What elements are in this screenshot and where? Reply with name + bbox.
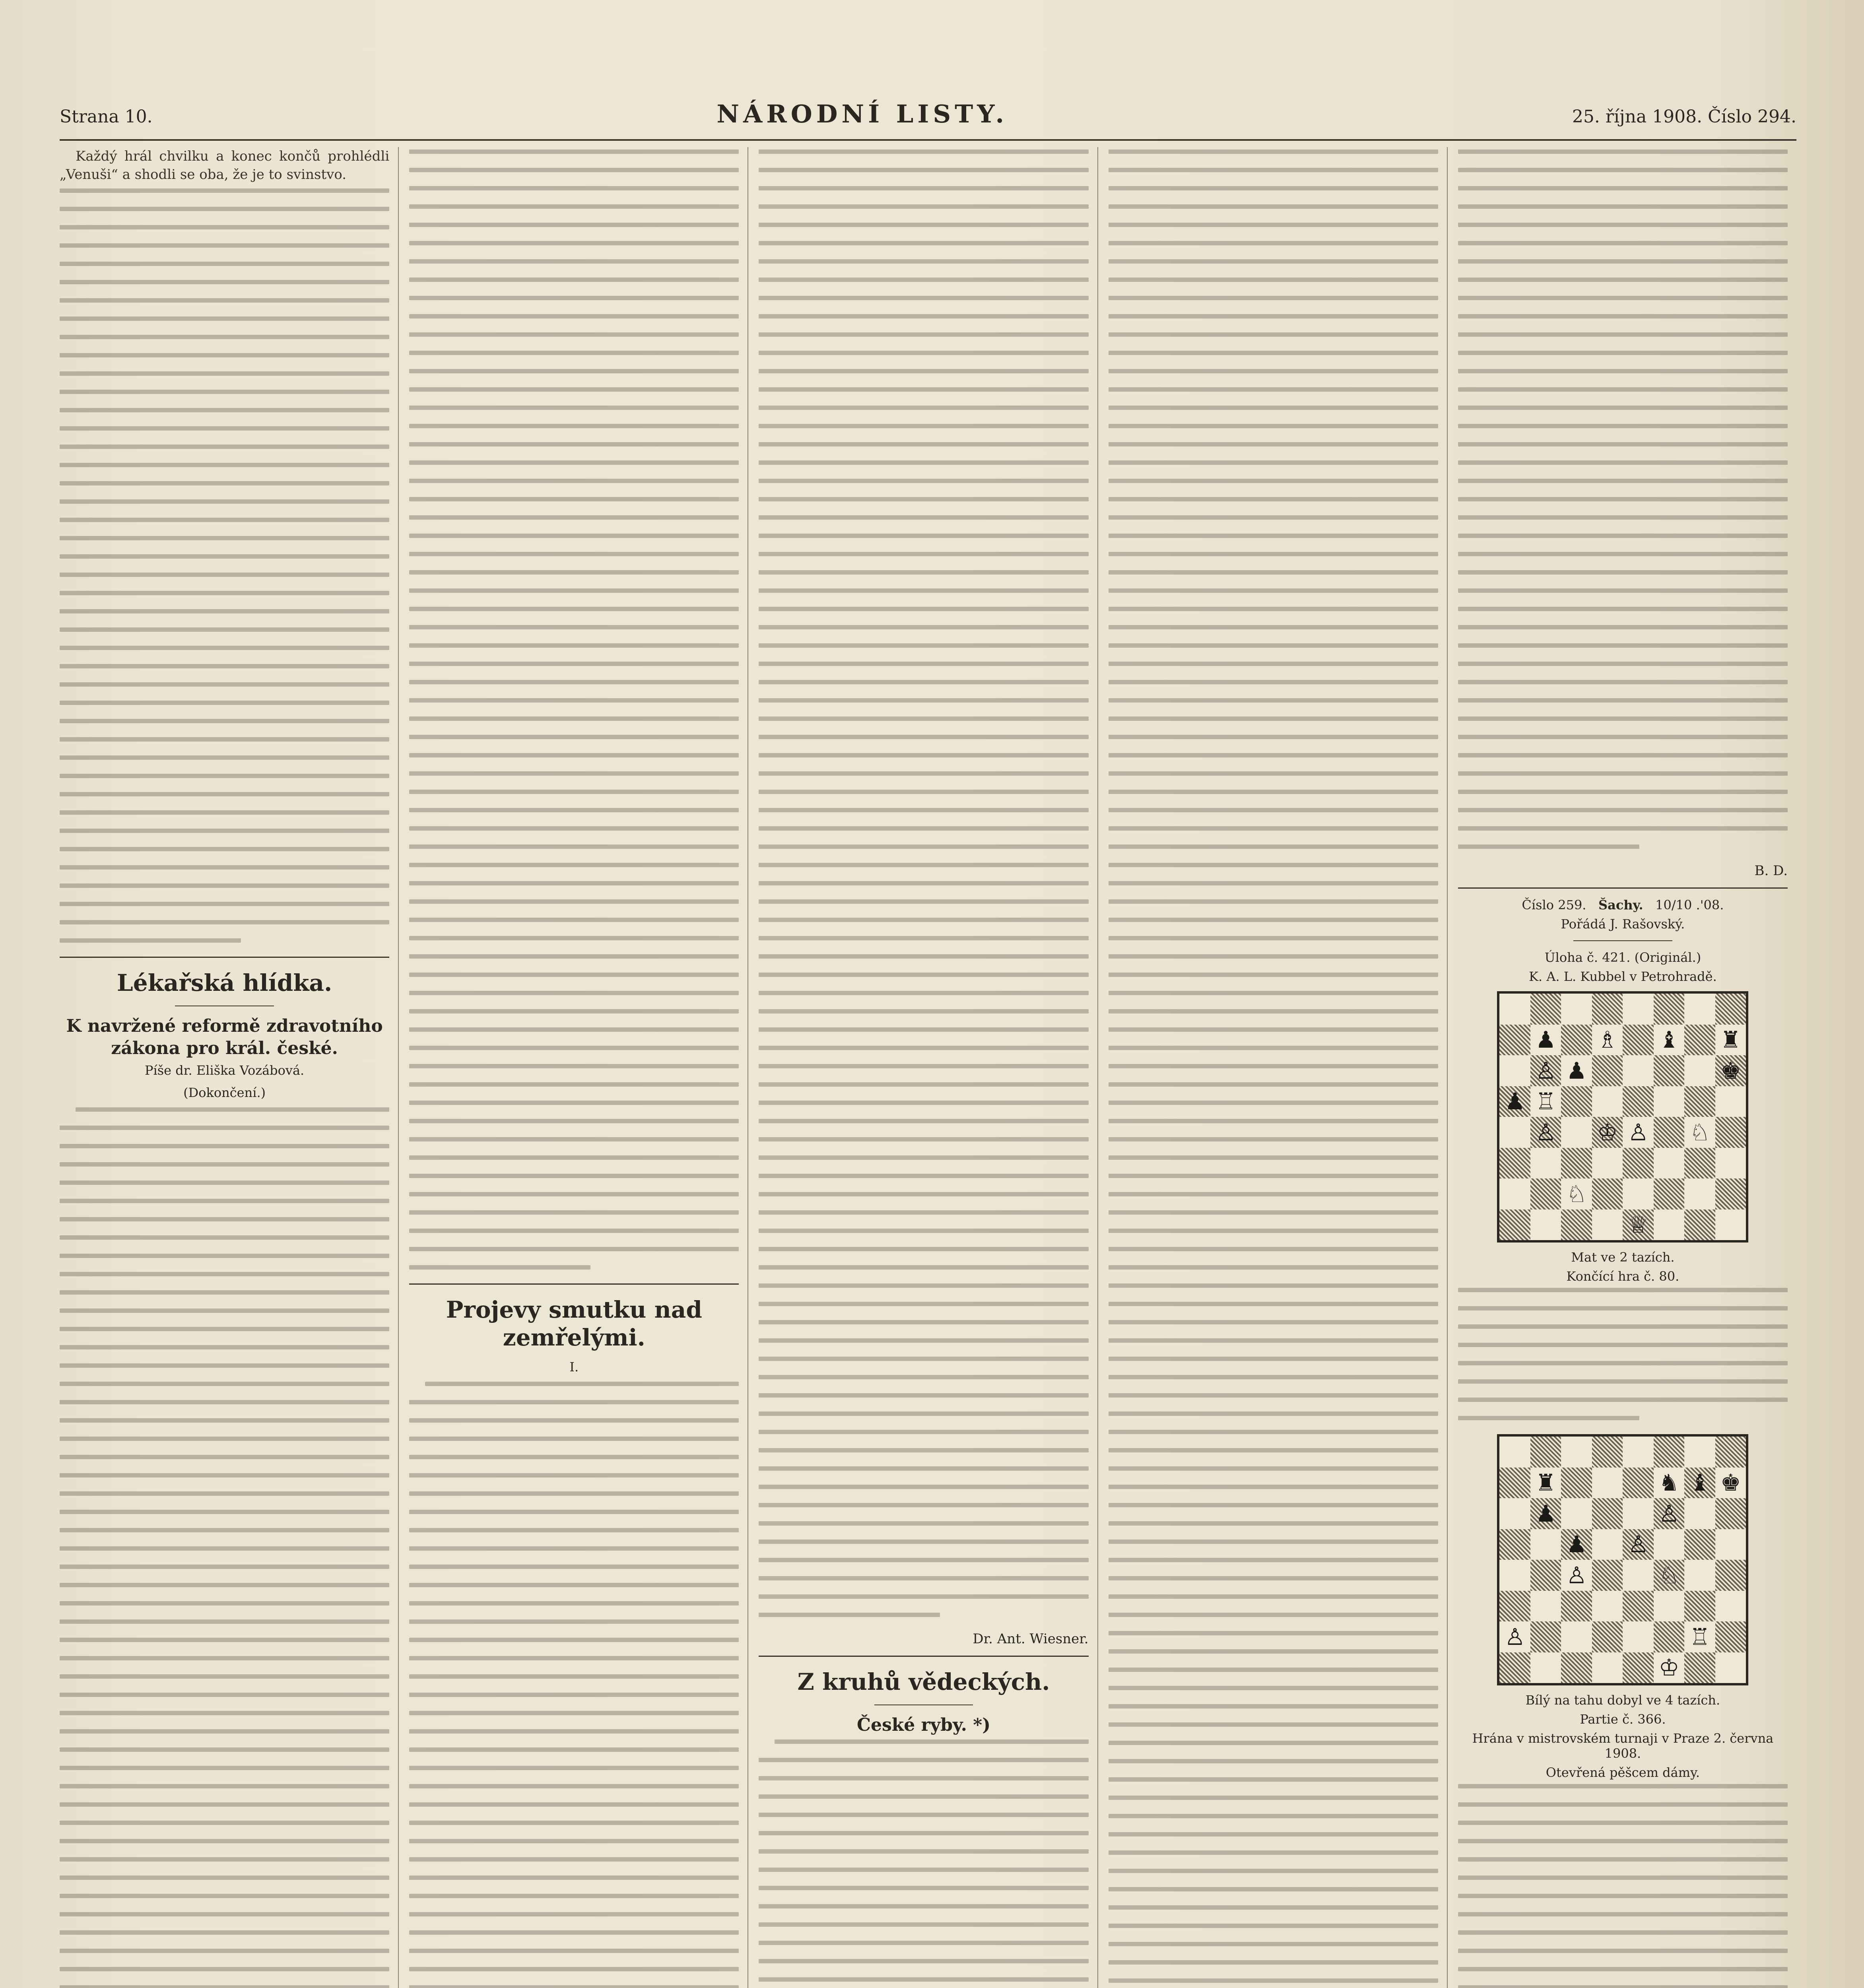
chess-square	[1592, 1468, 1623, 1499]
chess-square	[1561, 1148, 1592, 1179]
chess-square	[1561, 1086, 1592, 1117]
chess-piece: ♔	[1597, 1118, 1618, 1146]
chess-square	[1715, 1148, 1746, 1179]
column-2	[409, 147, 748, 1988]
article-signature-bd: B. D.	[1754, 863, 1788, 879]
chess-square	[1530, 1468, 1561, 1499]
chess-square	[1684, 1498, 1715, 1529]
chess-square	[1654, 1148, 1685, 1179]
chess-square	[1499, 1437, 1530, 1468]
chess-square	[1654, 1498, 1685, 1529]
chess-square	[1654, 1529, 1685, 1560]
chess-square	[1561, 1055, 1592, 1086]
chess-board-ending	[1497, 1434, 1748, 1685]
chess-square	[1623, 1498, 1654, 1529]
chess-square	[1654, 1560, 1685, 1591]
chess-square	[1561, 1468, 1592, 1499]
chess-square	[1654, 1468, 1685, 1499]
chess-square	[1715, 1652, 1746, 1683]
issue-date: 25. října 1908. Číslo 294.	[1572, 107, 1796, 127]
chess-piece: ♘	[1566, 1180, 1587, 1208]
chess-piece: ♝	[1689, 1469, 1711, 1497]
col5-game-text	[1458, 1288, 1788, 1420]
chess-piece: ♕	[1628, 1211, 1649, 1239]
article-title-fish: České ryby. *)	[856, 1715, 991, 1735]
chess-square	[1623, 1025, 1654, 1056]
chess-square	[1499, 1529, 1530, 1560]
chess-square	[1499, 1178, 1530, 1209]
chess-square	[1499, 1117, 1530, 1148]
section-rule	[1458, 887, 1788, 889]
chess-square	[1654, 1086, 1685, 1117]
chess-piece: ♝	[1658, 1026, 1680, 1054]
short-rule	[1573, 940, 1672, 941]
chess-square	[1623, 1529, 1654, 1560]
chess-square	[1715, 1117, 1746, 1148]
chess-piece: ♙	[1628, 1118, 1649, 1146]
article-signature: Dr. Ant. Wiesner.	[973, 1631, 1089, 1647]
chess-square	[1592, 1086, 1623, 1117]
chess-square	[1592, 1560, 1623, 1591]
chess-square	[1592, 1437, 1623, 1468]
chess-square	[1623, 994, 1654, 1025]
chess-square	[1499, 1055, 1530, 1086]
col1-intro: Každý hrál chvilku a konec končů prohlédli „Venuši“ a shodli se oba, že je to svinstvo.	[60, 148, 390, 182]
col1-text-block	[60, 188, 389, 943]
columns	[60, 147, 1796, 1988]
chess-piece: ♟	[1505, 1088, 1526, 1115]
chess-piece: ♟	[1566, 1057, 1587, 1084]
chess-piece: ♜	[1720, 1026, 1741, 1054]
col5-text-top	[1458, 149, 1788, 849]
chess-square	[1715, 1178, 1746, 1209]
chess-square	[1530, 1209, 1561, 1241]
chess-piece: ♟	[1566, 1531, 1587, 1558]
page-number: Strana 10.	[60, 107, 153, 127]
chess-piece: ♟	[1535, 1026, 1556, 1054]
chess-square	[1623, 1591, 1654, 1622]
chess-piece: ♙	[1535, 1118, 1556, 1146]
chess-square	[1623, 1560, 1654, 1591]
chess-square	[1530, 994, 1561, 1025]
chess-square	[1530, 1591, 1561, 1622]
chess-square	[1530, 1498, 1561, 1529]
chess-square	[1684, 994, 1715, 1025]
chess-piece: ♚	[1720, 1057, 1741, 1084]
chess-square	[1654, 1178, 1685, 1209]
section-heading-mourning: Projevy smutku nad zemřelými.	[446, 1296, 702, 1351]
chess-square	[1623, 1652, 1654, 1683]
chess-square	[1561, 1498, 1592, 1529]
chess-square	[1684, 1025, 1715, 1056]
chess-square	[1715, 1498, 1746, 1529]
chess-square	[1530, 1652, 1561, 1683]
chess-square	[1684, 1148, 1715, 1179]
col3-article-body	[759, 1740, 1088, 1988]
chess-square	[1684, 1437, 1715, 1468]
chess-square	[1715, 1468, 1746, 1499]
column-5	[1458, 147, 1796, 1988]
chess-square	[1684, 1621, 1715, 1652]
chess-square	[1530, 1560, 1561, 1591]
chess-square	[1684, 1652, 1715, 1683]
chess-square	[1499, 1148, 1530, 1179]
chess-square	[1715, 994, 1746, 1025]
section-rule	[409, 1283, 739, 1285]
chess-piece: ♔	[1658, 1654, 1680, 1681]
chess-piece: ♙	[1505, 1623, 1526, 1650]
chess-square	[1592, 1529, 1623, 1560]
chess-square	[1530, 1055, 1561, 1086]
chess-square	[1654, 1117, 1685, 1148]
chess-piece: ♙	[1535, 1057, 1556, 1084]
chess-square	[1530, 1178, 1561, 1209]
chess-square	[1561, 1209, 1592, 1241]
section-heading-science: Z kruhů vědeckých.	[797, 1668, 1050, 1695]
chess-square	[1530, 1117, 1561, 1148]
chess-editor: Pořádá J. Rašovský.	[1561, 916, 1685, 932]
chess-square	[1592, 1055, 1623, 1086]
chess-square	[1715, 1437, 1746, 1468]
chess-square	[1561, 1025, 1592, 1056]
col5-moves	[1458, 1784, 1788, 1988]
chess-piece: ♜	[1535, 1469, 1556, 1497]
col2-article-body	[409, 1382, 739, 1988]
chess-square	[1499, 1209, 1530, 1241]
chess-square	[1684, 1591, 1715, 1622]
chess-square	[1561, 1560, 1592, 1591]
partie-opening: Otevřená pěšcem dámy.	[1546, 1765, 1700, 1780]
chess-square	[1499, 1591, 1530, 1622]
chess-square	[1592, 1148, 1623, 1179]
chess-piece: ♙	[1566, 1561, 1587, 1589]
chess-square	[1623, 1209, 1654, 1241]
chess-square	[1684, 1468, 1715, 1499]
chess-square	[1592, 1209, 1623, 1241]
chess-square	[1684, 1117, 1715, 1148]
masthead	[60, 99, 1796, 141]
chess-square	[1530, 1148, 1561, 1179]
chess-square	[1530, 1621, 1561, 1652]
partie-label: Partie č. 366.	[1580, 1712, 1666, 1727]
chess-piece: ♖	[1689, 1623, 1711, 1650]
chess-square	[1654, 1621, 1685, 1652]
chess-square	[1499, 1468, 1530, 1499]
chess-square	[1561, 1437, 1592, 1468]
chess-square	[1623, 1055, 1654, 1086]
chess-board-problem	[1497, 991, 1748, 1242]
chess-square	[1715, 1055, 1746, 1086]
chess-square	[1499, 1621, 1530, 1652]
chess-square	[1561, 1117, 1592, 1148]
chess-square	[1530, 1437, 1561, 1468]
chess-square	[1654, 1209, 1685, 1241]
column-3	[759, 147, 1098, 1988]
chess-square	[1684, 1055, 1715, 1086]
chess-square	[1592, 1591, 1623, 1622]
chess-square	[1684, 1086, 1715, 1117]
article-title-reform: K navržené reformě zdravotního zákona pro král. české.	[66, 1016, 383, 1058]
chess-square	[1654, 1055, 1685, 1086]
chess-square	[1499, 994, 1530, 1025]
chess-square	[1715, 1529, 1746, 1560]
chess-square	[1684, 1560, 1715, 1591]
problem-label: Úloha č. 421. (Originál.)	[1544, 950, 1701, 965]
partie-description: Hrána v mistrovském turnaji v Praze 2. června 1908.	[1472, 1731, 1774, 1761]
chess-square	[1715, 1025, 1746, 1056]
chess-square	[1592, 1025, 1623, 1056]
section-rule	[60, 957, 389, 958]
chess-square	[1623, 1086, 1654, 1117]
chess-piece: ♟	[1535, 1500, 1556, 1527]
chess-square	[1592, 1178, 1623, 1209]
ending-caption: Bílý na tahu dobyl ve 4 tazích.	[1525, 1693, 1720, 1708]
article-byline: Píše dr. Eliška Vozábová.	[144, 1063, 305, 1078]
col2-text-top	[409, 149, 739, 1270]
chess-square	[1623, 1148, 1654, 1179]
chess-square	[1654, 1652, 1685, 1683]
column-1	[60, 147, 399, 1988]
chess-square	[1715, 1560, 1746, 1591]
chess-square	[1684, 1209, 1715, 1241]
chess-square	[1499, 1560, 1530, 1591]
chess-piece: ♙	[1658, 1500, 1680, 1527]
chess-square	[1592, 1621, 1623, 1652]
chess-square	[1623, 1178, 1654, 1209]
chess-square	[1561, 994, 1592, 1025]
chess-square	[1715, 1209, 1746, 1241]
problem-caption: Mat ve 2 tazích.	[1571, 1250, 1675, 1265]
chess-square	[1499, 1498, 1530, 1529]
chess-square	[1561, 1621, 1592, 1652]
chess-square	[1499, 1086, 1530, 1117]
chess-piece: ♞	[1658, 1469, 1680, 1497]
chess-piece: ♘	[1689, 1118, 1711, 1146]
chess-square	[1623, 1468, 1654, 1499]
chess-square	[1561, 1178, 1592, 1209]
problem-author: K. A. L. Kubbel v Petrohradě.	[1529, 969, 1717, 984]
chess-square	[1623, 1437, 1654, 1468]
chess-square	[1654, 1437, 1685, 1468]
column-4	[1109, 147, 1448, 1988]
chess-square	[1623, 1621, 1654, 1652]
chess-square	[1654, 994, 1685, 1025]
chess-square	[1715, 1591, 1746, 1622]
chess-square	[1499, 1652, 1530, 1683]
chess-square	[1715, 1621, 1746, 1652]
chess-piece: ♙	[1628, 1531, 1649, 1558]
newspaper-title: NÁRODNÍ LISTY.	[716, 99, 1008, 128]
chess-square	[1499, 1025, 1530, 1056]
chess-square	[1654, 1025, 1685, 1056]
chess-square	[1684, 1529, 1715, 1560]
chess-square	[1592, 1117, 1623, 1148]
chess-square	[1561, 1652, 1592, 1683]
section-number: I.	[569, 1359, 579, 1375]
chess-square	[1684, 1178, 1715, 1209]
chess-square	[1561, 1529, 1592, 1560]
chess-piece: ♘	[1658, 1561, 1680, 1589]
chess-number: Číslo 259. Šachy. 10/10 .'08.	[1522, 897, 1724, 912]
chess-piece: ♖	[1535, 1088, 1556, 1115]
chess-square	[1623, 1117, 1654, 1148]
chess-square	[1530, 1025, 1561, 1056]
chess-square	[1561, 1591, 1592, 1622]
chess-square	[1654, 1591, 1685, 1622]
col1-article-body	[60, 1107, 389, 1988]
chess-square	[1715, 1086, 1746, 1117]
chess-square	[1530, 1529, 1561, 1560]
chess-square	[1592, 1498, 1623, 1529]
continued-note: (Dokončení.)	[183, 1085, 266, 1100]
game-label: Končící hra č. 80.	[1566, 1269, 1680, 1284]
col4-text	[1109, 149, 1438, 1988]
chess-square	[1592, 994, 1623, 1025]
chess-square	[1530, 1086, 1561, 1117]
chess-piece: ♗	[1597, 1026, 1618, 1054]
chess-piece: ♚	[1720, 1469, 1741, 1497]
section-rule	[759, 1656, 1088, 1657]
section-heading-medical: Lékařská hlídka.	[116, 969, 332, 996]
chess-square	[1592, 1652, 1623, 1683]
col3-text-top	[759, 149, 1088, 1617]
